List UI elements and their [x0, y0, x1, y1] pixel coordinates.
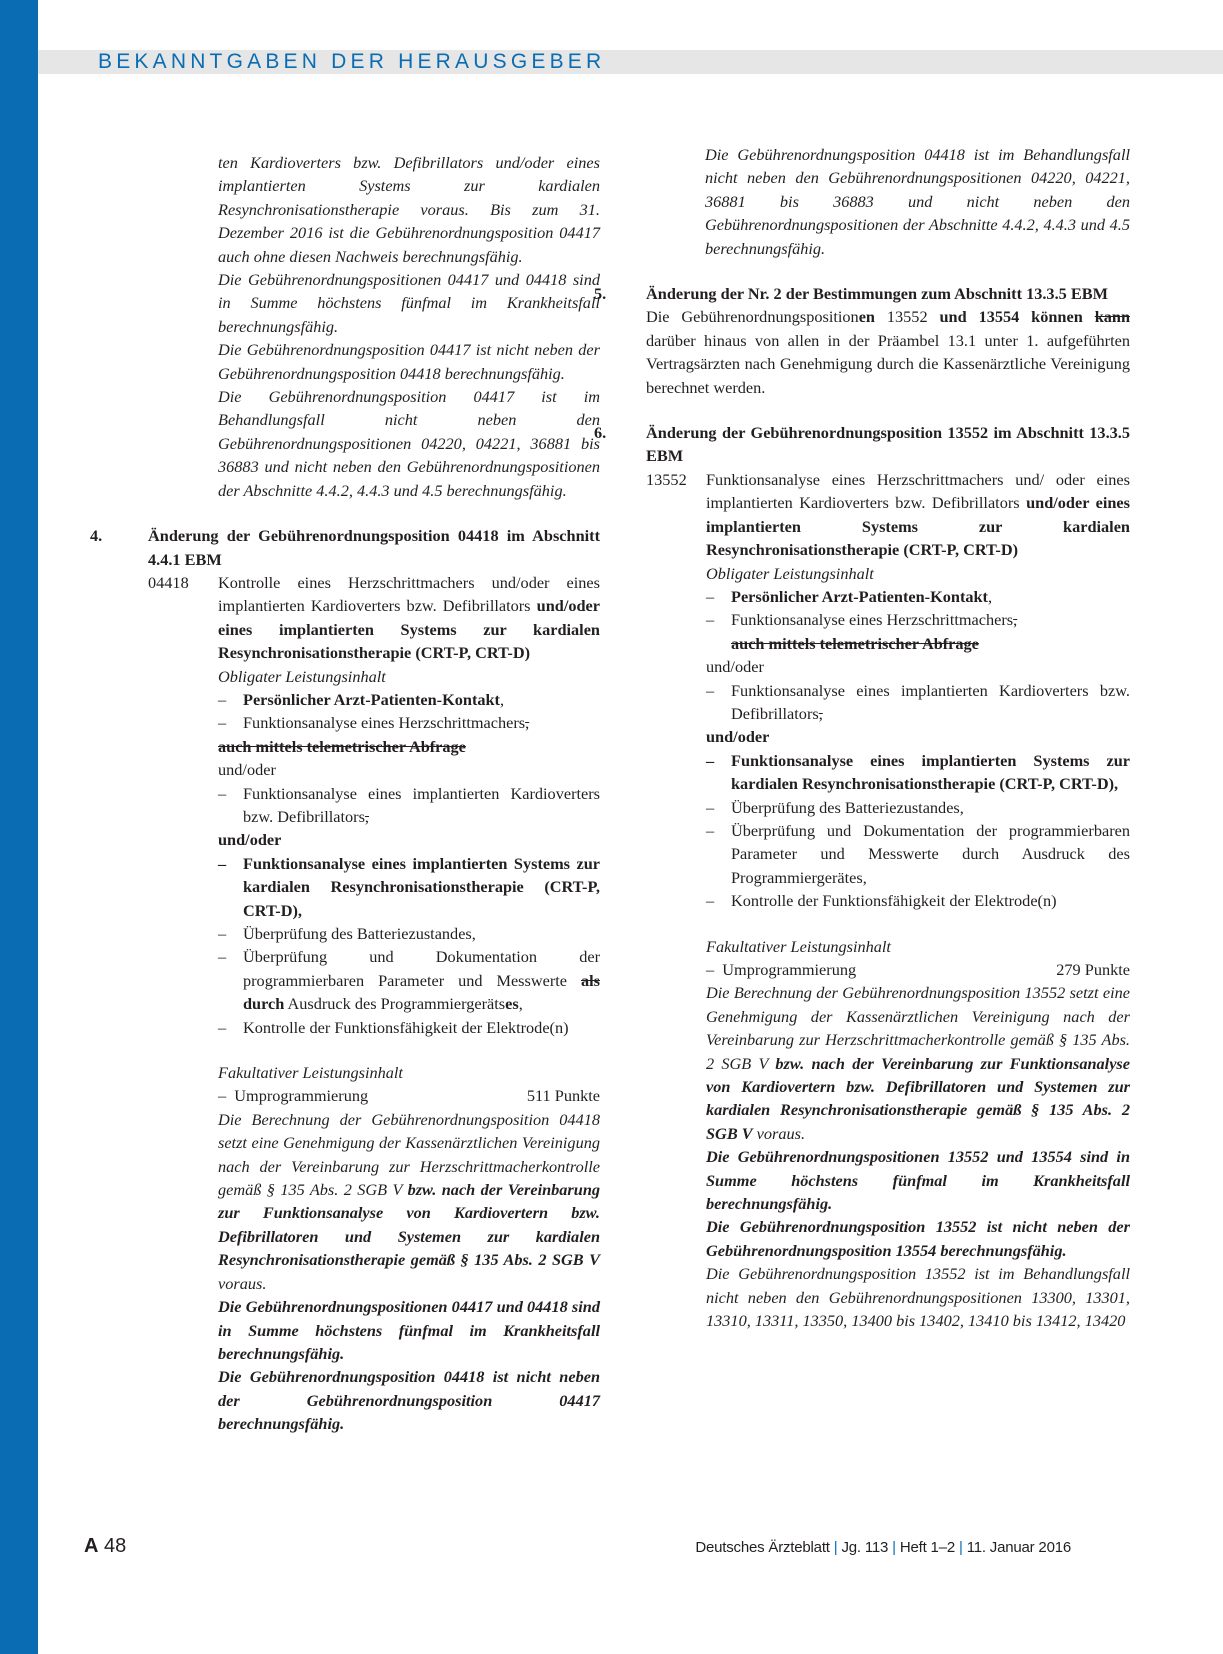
und-oder-bold: und/oder — [218, 830, 282, 850]
und-oder: und/oder — [706, 657, 764, 677]
journal-date: 11. Januar 2016 — [966, 1539, 1071, 1556]
journal-issue: Heft 1–2 — [899, 1539, 955, 1556]
page-number: A 48 — [84, 1535, 127, 1557]
note-neben: Die Gebührenordnungsposition 13552 ist nicht neben der Gebührenordnungsposition 13554 berechnungsfähig. — [706, 1217, 1130, 1260]
intro-paragraph: Die Gebührenordnungsposition 04417 ist nicht neben der Gebührenordnungsposition 04418 berechnungsfähig. — [218, 340, 600, 383]
intro-paragraph: ten Kardioverters bzw. Defibrillators und/oder eines implantierten Systems zur kardialen Resynchronisationstherapie voraus. Bis zum 31. Dezember 2016 ist die Gebührenordnungsposition 04417 auch ohne diesen Nachweis berechnungsfähig. — [218, 153, 600, 266]
gop-details — [218, 665, 600, 1436]
left-column — [90, 151, 601, 1436]
list-item: – Überprüfung und Dokumentation der programmierbaren Parameter und Messwerte durch Ausdruck des Programmiergerätes, — [706, 820, 1130, 887]
obligat-heading: Obligater Leistungsinhalt — [706, 563, 874, 583]
sidebar-accent-bar — [0, 0, 38, 1654]
intro-paragraph: Die Gebührenordnungspositionen 04417 und 04418 sind in Summe höchstens fünfmal im Krankheitsfall berechnungsfähig. — [218, 270, 600, 336]
journal-volume: Jg. 113 — [841, 1539, 889, 1556]
list-item: – Funktionsanalyse eines implantierten Systems zur kardialen Resynchronisationstherapie (CRT-P, CRT-D), — [706, 750, 1130, 794]
section-number: 6. — [594, 423, 607, 443]
note-behandlung: Die Gebührenordnungsposition 13552 ist im Behandlungsfall nicht neben den Gebührenordnungspositionen 13300, 13301, 13310, 13311, 13350, 13400 bis 13402, 13410 bis 13412, 13420 — [706, 1264, 1130, 1331]
desc-text: Kontrolle eines Herzschrittmachers und/oder eines implantierten Kardioverters bzw. Defibrillators — [218, 572, 600, 616]
gop-description: Funktionsanalyse eines Herzschrittmachers und/ oder eines implantierten Kardioverters bzw. Defibrillators und/oder eines implantierten Systems zur kardialen Resynchronisationstherapie (CRT-P, CRT-D) — [706, 469, 1130, 560]
section-6 — [594, 421, 1130, 1332]
calc-note: Die Berechnung der Gebührenordnungsposition 13552 setzt eine Genehmigung der Kassenärztlichen Vereinigung nach der Vereinbarung zur Herzschrittmacherkontrolle gemäß § 135 Abs. 2 SGB V bzw. nach der Vereinbarung zur Funktionsanalyse von Kardiovertern bzw. Defibrillatoren und Systemen zur kardialen Resynchronisationstherapie gemäß § 135 Abs. 2 SGB V voraus. — [706, 983, 1130, 1143]
list-item: – Funktionsanalyse eines implantierten Kardioverters bzw. Defibrillators, — [706, 680, 1130, 723]
section-title: Änderung der Nr. 2 der Bestimmungen zum Abschnitt 13.3.5 EBM — [646, 284, 1108, 304]
list-item: – Persönlicher Arzt-Patienten-Kontakt, — [218, 689, 505, 709]
strikethrough-text: auch mittels telemetrischer Abfrage — [731, 633, 979, 653]
list-item: – Funktionsanalyse eines Herzschrittmachers, — [218, 713, 530, 733]
section-title: Änderung der Gebührenordnungsposition 04418 im Abschnitt 4.4.1 EBM — [148, 526, 600, 569]
section-title: Änderung der Gebührenordnungsposition 13552 im Abschnitt 13.3.5 EBM — [646, 423, 1130, 466]
calc-note: Die Berechnung der Gebührenordnungsposition 04418 setzt eine Genehmigung der Kassenärztlichen Vereinigung nach der Vereinbarung zur Herzschrittmacherkontrolle gemäß § 135 Abs. 2 SGB V bzw. nach der Vereinbarung zur Funktionsanalyse von Kardiovertern bzw. Defibrillatoren und Systemen zur kardialen Resynchronisationstherapie gemäß § 135 Abs. 2 SGB V voraus. — [218, 1109, 601, 1293]
gop-details — [706, 562, 1130, 1333]
points-line: – Umprogrammierung 511 Punkte — [218, 1084, 600, 1107]
note-neben: Die Gebührenordnungsposition 04418 ist nicht neben der Gebührenordnungsposition 04417 berechnungsfähig. — [218, 1367, 600, 1434]
note-sum: Die Gebührenordnungspositionen 13552 und 13554 sind in Summe höchstens fünfmal im Krankheitsfall berechnungsfähig. — [706, 1147, 1130, 1214]
points-value: 279 Punkte — [1056, 960, 1130, 979]
fakultativ-heading: Fakultativer Leistungsinhalt — [706, 936, 891, 956]
list-item: – Überprüfung des Batteriezustandes, — [218, 924, 476, 943]
obligat-heading: Obligater Leistungsinhalt — [218, 666, 386, 686]
intro-block — [218, 151, 600, 502]
strikethrough-text: auch mittels telemetrischer Abfrage — [218, 736, 466, 756]
list-item: – Kontrolle der Funktionsfähigkeit der Elektrode(n) — [218, 1017, 569, 1037]
gop-entry — [148, 571, 600, 665]
und-oder: und/oder — [218, 760, 276, 780]
section-number: 5. — [594, 284, 607, 304]
list-item: – Überprüfung und Dokumentation der programmierbaren Parameter und Messwerte als durch Ausdruck des Programmiergerätses, — [218, 947, 600, 1014]
right-column — [594, 143, 1131, 1333]
points-line: – Umprogrammierung 279 Punkte — [706, 958, 1130, 981]
gop-code: 13552 — [646, 469, 687, 489]
journal-name: Deutsches Ärzteblatt — [695, 1539, 830, 1556]
list-item: – Funktionsanalyse eines implantierten Systems zur kardialen Resynchronisationstherapie (CRT-P, CRT-D), — [218, 853, 600, 920]
section-5 — [594, 282, 1131, 399]
section-4 — [90, 524, 601, 1435]
gop-entry — [646, 468, 1130, 562]
points-value: 511 Punkte — [526, 1086, 600, 1106]
section-number: 4. — [90, 526, 103, 546]
gop-code: 04418 — [148, 572, 189, 592]
und-oder-bold: und/oder — [706, 727, 770, 747]
fakultativ-heading: Fakultativer Leistungsinhalt — [218, 1063, 403, 1083]
gop-description — [218, 571, 600, 665]
list-item: – Funktionsanalyse eines Herzschrittmachers, — [706, 610, 1018, 630]
section-header-title: BEKANNTGABEN DER HERAUSGEBER — [98, 50, 606, 73]
intro-paragraph: Die Gebührenordnungsposition 04417 ist im Behandlungsfall nicht neben den Gebührenordnungspositionen 04220, 04221, 36881 bis 36883 und nicht neben den Gebührenordnungspositionen der Abschnitte 4.4.2, 4.4.3 und 4.5 berechnungsfähig. — [218, 387, 600, 500]
section-text: Die Gebührenordnungspositionen 13552 und 13554 können kann darüber hinaus von allen in der Präambel 13.1 unter 1. aufgeführten Vertragsärzten nach Genehmigung durch die Kassenärztliche Vereinigung berechnet werden. — [646, 307, 1131, 397]
intro-paragraph: Die Gebührenordnungsposition 04418 ist im Behandlungsfall nicht neben den Gebührenordnungspositionen 04220, 04221, 36881 bis 36883 und nicht neben den Gebührenordnungspositionen der Abschnitte 4.4.2, 4.4.3 und 4.5 berechnungsfähig. — [705, 145, 1130, 258]
list-item: – Kontrolle der Funktionsfähigkeit der Elektrode(n) — [706, 891, 1057, 911]
list-item: – Persönlicher Arzt-Patienten-Kontakt, — [706, 586, 993, 606]
desc-bold: und/oder eines implantierten Systems zur kardialen Resynchronisationstherapie (CRT-P, CRT-D) — [218, 596, 600, 663]
journal-info: Deutsches Ärzteblatt | Jg. 113 | Heft 1–2 | 11. Januar 2016 — [695, 1539, 1071, 1556]
list-item: – Überprüfung des Batteriezustandes, — [706, 797, 964, 817]
note-sum: Die Gebührenordnungspositionen 04417 und 04418 sind in Summe höchstens fünfmal im Krankheitsfall berechnungsfähig. — [218, 1297, 600, 1363]
list-item: – Funktionsanalyse eines implantierten Kardioverters bzw. Defibrillators, — [218, 783, 600, 826]
